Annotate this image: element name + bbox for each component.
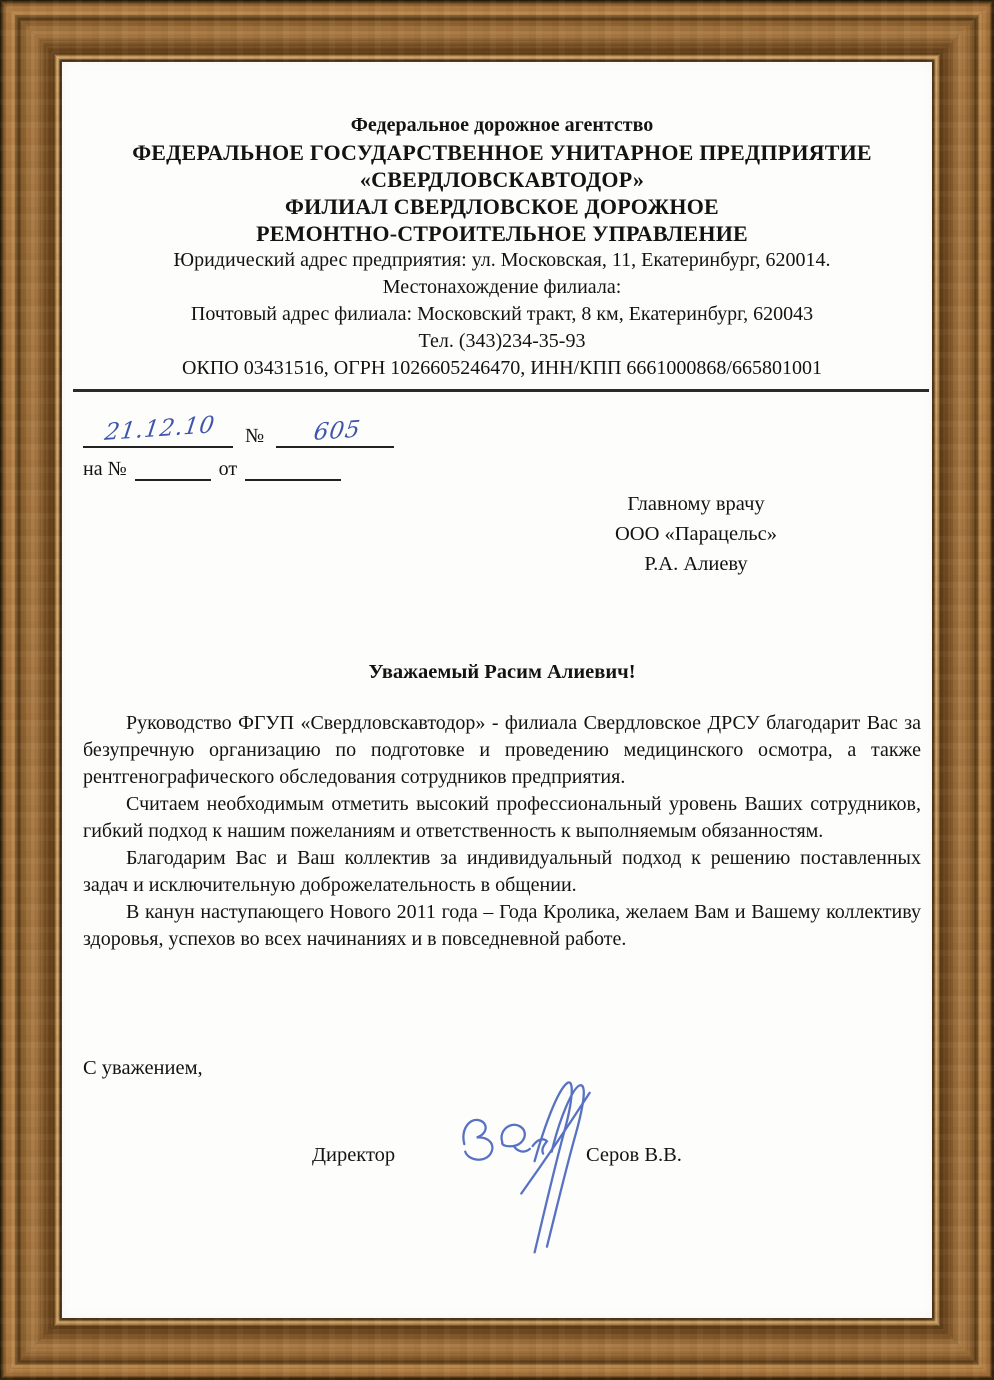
picture-frame-bottom	[0, 1318, 994, 1380]
signature-row	[83, 1120, 921, 1190]
outgoing-date-line	[83, 411, 233, 448]
outgoing-number-line	[276, 416, 394, 448]
org-name-line1: ФЕДЕРАЛЬНОЕ ГОСУДАРСТВЕННОЕ УНИТАРНОЕ ПРЕДПРИЯТИЕ	[132, 140, 872, 165]
phone-number: Тел. (343)234-35-93	[418, 330, 586, 352]
reply-date-label: от	[218, 458, 238, 480]
letterhead-divider	[73, 389, 929, 392]
registration-numbers: ОКПО 03431516, ОГРН 1026605246470, ИНН/КПП 6661000868/665801001	[182, 357, 822, 379]
reply-number-line	[135, 479, 211, 481]
recipient-organization: ООО «Парацельс»	[614, 523, 778, 545]
recipient-position: Главному врачу	[627, 493, 765, 515]
reply-date-line	[245, 479, 341, 481]
body-paragraph-1: Руководство ФГУП «Свердловскавтодор» - филиала Свердловское ДРСУ благодарит Вас за безупречную организацию по подготовке и проведению медицинского осмотра, а также рентгенографического обследования сотрудников предприятия.	[83, 712, 921, 788]
reply-number-label: на №	[83, 458, 127, 480]
picture-frame-left	[0, 0, 62, 1380]
agency-name: Федеральное дорожное агентство	[350, 114, 654, 136]
org-name-line4: РЕМОНТНО-СТРОИТЕЛЬНОЕ УПРАВЛЕНИЕ	[256, 221, 748, 246]
body-paragraph-2: Считаем необходимым отметить высокий профессиональный уровень Ваших сотрудников, гибкий подход к нашим пожеланиям и ответственность к выполняемым обязанностям.	[83, 793, 921, 842]
signer-name: Серов В.В.	[586, 1144, 682, 1166]
branch-location-label: Местонахождение филиала:	[382, 276, 622, 298]
letter-paper	[54, 54, 940, 1326]
body-paragraph-4: В канун наступающего Нового 2011 года – Года Кролика, желаем Вам и Вашему коллективу здоровья, успехов во всех начинаниях и в повседневной работе.	[83, 901, 921, 950]
picture-frame-top	[0, 0, 994, 62]
body-paragraph-3: Благодарим Вас и Ваш коллектив за индивидуальный подход к решению поставленных задач и исключительную доброжелательность в общении.	[83, 847, 921, 896]
handwritten-date: 21.12.10	[102, 411, 217, 446]
signature-image	[451, 1070, 603, 1260]
recipient-block	[531, 489, 861, 579]
org-name-line3: ФИЛИАЛ СВЕРДЛОВСКОЕ ДОРОЖНОЕ	[285, 194, 719, 219]
number-sign: №	[245, 425, 265, 447]
handwritten-number: 605	[311, 416, 363, 446]
closing-phrase: С уважением,	[83, 1057, 203, 1079]
letterhead	[83, 112, 921, 392]
picture-frame-right	[932, 0, 994, 1380]
org-name-line2: «СВЕРДЛОВСКАВТОДОР»	[359, 167, 645, 192]
outgoing-reference-row	[83, 408, 921, 448]
legal-address: Юридический адрес предприятия: ул. Московская, 11, Екатеринбург, 620014.	[173, 249, 831, 271]
recipient-name: Р.А. Алиеву	[644, 553, 748, 575]
postal-address: Почтовый адрес филиала: Московский тракт, 8 км, Екатеринбург, 620043	[190, 303, 814, 325]
salutation: Уважаемый Расим Алиевич!	[368, 661, 636, 683]
signer-title: Директор	[312, 1144, 396, 1166]
letter-body	[83, 710, 921, 953]
reference-block	[83, 408, 921, 481]
reply-reference-row	[83, 458, 921, 481]
